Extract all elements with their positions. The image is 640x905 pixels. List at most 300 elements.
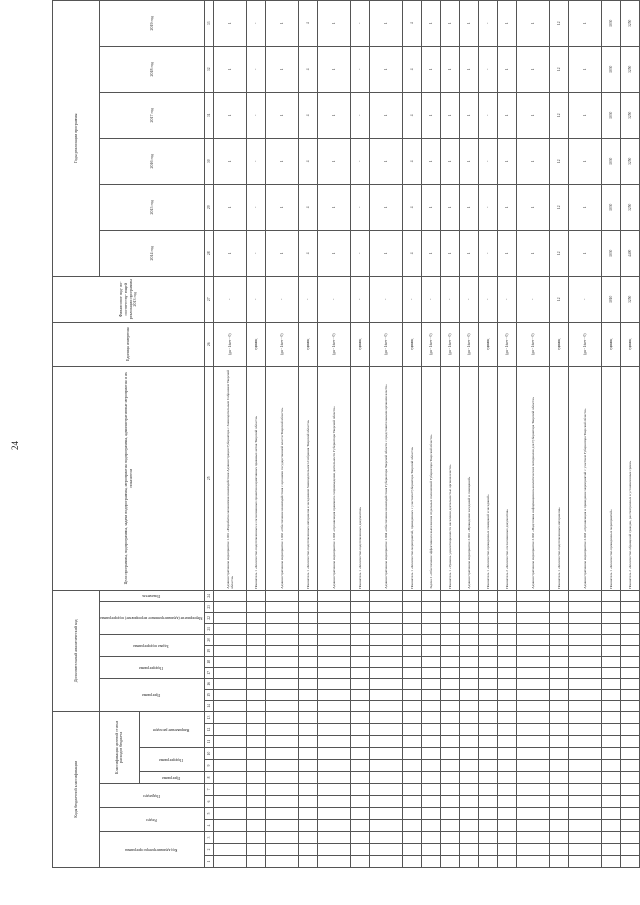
year-value-cell: 1 bbox=[214, 230, 247, 276]
prev-value-cell: - bbox=[569, 276, 602, 322]
code-cell bbox=[498, 784, 517, 796]
code-cell bbox=[299, 656, 318, 667]
code-cell bbox=[351, 820, 370, 832]
code-cell bbox=[441, 612, 460, 623]
code-cell bbox=[403, 760, 422, 772]
subsection-header bbox=[100, 784, 205, 808]
column-number: 8 bbox=[205, 772, 214, 784]
table-row bbox=[318, 0, 351, 868]
year-value-cell: 1 bbox=[517, 230, 550, 276]
code-cell bbox=[498, 656, 517, 667]
code-cell bbox=[422, 634, 441, 645]
year-value-cell: 1 bbox=[517, 46, 550, 92]
year-value-cell: 1030 bbox=[602, 46, 621, 92]
code-cell bbox=[621, 634, 640, 645]
code-cell bbox=[602, 601, 621, 612]
code-cell bbox=[370, 736, 403, 748]
code-cell bbox=[517, 772, 550, 784]
code-cell bbox=[422, 736, 441, 748]
code-cell bbox=[550, 678, 569, 689]
code-cell bbox=[569, 656, 602, 667]
table-row bbox=[299, 0, 318, 868]
code-cell bbox=[403, 796, 422, 808]
year-value-cell: 1 bbox=[441, 92, 460, 138]
code-cell bbox=[247, 700, 266, 711]
code-cell bbox=[403, 700, 422, 711]
code-cell bbox=[550, 601, 569, 612]
code-cell bbox=[247, 820, 266, 832]
code-cell bbox=[517, 623, 550, 634]
code-cell bbox=[460, 623, 479, 634]
table-row bbox=[498, 0, 517, 868]
code-cell bbox=[266, 711, 299, 723]
year-value-cell: 1 bbox=[214, 46, 247, 92]
unit-cell: (да - 1/нет - 0) bbox=[214, 322, 247, 366]
code-cell bbox=[266, 736, 299, 748]
code-cell bbox=[422, 667, 441, 678]
year-value-cell: - bbox=[247, 184, 266, 230]
table-row bbox=[569, 0, 602, 868]
table-row bbox=[351, 0, 370, 868]
year-value-cell: 1 bbox=[569, 0, 602, 46]
year-value-cell: 4 bbox=[403, 138, 422, 184]
year-value-cell: 1 bbox=[266, 230, 299, 276]
column-number: 15 bbox=[205, 689, 214, 700]
code-cell bbox=[247, 590, 266, 601]
code-cell bbox=[479, 748, 498, 760]
code-cell bbox=[602, 590, 621, 601]
code-cell bbox=[569, 724, 602, 736]
code-cell bbox=[266, 808, 299, 820]
code-cell bbox=[460, 832, 479, 844]
code-cell bbox=[422, 856, 441, 868]
code-cell bbox=[569, 590, 602, 601]
year-value-cell: - bbox=[247, 0, 266, 46]
code-cell bbox=[441, 678, 460, 689]
prev-value-cell: - bbox=[479, 276, 498, 322]
code-cell bbox=[498, 700, 517, 711]
code-cell bbox=[460, 678, 479, 689]
code-cell bbox=[299, 612, 318, 623]
code-cell bbox=[422, 796, 441, 808]
year-value-cell: 4 bbox=[403, 0, 422, 46]
column-number: 25 bbox=[205, 366, 214, 590]
year-value-cell: 12 bbox=[550, 184, 569, 230]
column-number: 33 bbox=[205, 0, 214, 46]
code-cell bbox=[498, 645, 517, 656]
year-value-cell: 1 bbox=[569, 46, 602, 92]
code-cell bbox=[621, 689, 640, 700]
code-cell bbox=[403, 784, 422, 796]
year-value-cell: 1 bbox=[214, 138, 247, 184]
code-cell bbox=[569, 689, 602, 700]
code-cell bbox=[214, 820, 247, 832]
code-cell bbox=[247, 832, 266, 844]
code-cell bbox=[266, 772, 299, 784]
code-cell bbox=[351, 656, 370, 667]
code-cell bbox=[498, 748, 517, 760]
code-cell bbox=[621, 590, 640, 601]
code-cell bbox=[569, 612, 602, 623]
goal-cell: Административное мероприятие 2.001 «Проведение заседаний и совещаний» bbox=[460, 366, 479, 590]
indicator-header bbox=[100, 590, 205, 601]
goal-cell: Показатель 1 «Количество проведенных совещаний и заседаний» bbox=[479, 366, 498, 590]
code-cell bbox=[441, 711, 460, 723]
code-cell bbox=[422, 645, 441, 656]
code-cell bbox=[318, 844, 351, 856]
code-cell bbox=[370, 711, 403, 723]
year-value-cell: 1 bbox=[498, 230, 517, 276]
code-cell bbox=[266, 700, 299, 711]
code-cell bbox=[299, 772, 318, 784]
code-cell bbox=[351, 612, 370, 623]
code-cell bbox=[351, 808, 370, 820]
code-cell bbox=[498, 678, 517, 689]
prev-value-cell: - bbox=[247, 276, 266, 322]
year-value-cell: 1 bbox=[569, 138, 602, 184]
code-cell bbox=[318, 700, 351, 711]
year-value-cell: 1 bbox=[266, 46, 299, 92]
code-cell bbox=[370, 820, 403, 832]
code-cell bbox=[214, 711, 247, 723]
code-cell bbox=[318, 689, 351, 700]
goal-cell: Административное мероприятие 1.002 «Обеспечение взаимодействия с органами государственной власти Тверской области» bbox=[266, 366, 299, 590]
code-cell bbox=[550, 612, 569, 623]
code-cell bbox=[266, 796, 299, 808]
code-cell bbox=[403, 656, 422, 667]
column-number: 26 bbox=[205, 322, 214, 366]
code-cell bbox=[621, 856, 640, 868]
year-value-cell: 4400 bbox=[621, 230, 640, 276]
code-cell bbox=[569, 808, 602, 820]
year-value-cell: 1 bbox=[460, 46, 479, 92]
code-cell bbox=[517, 724, 550, 736]
code-cell bbox=[517, 590, 550, 601]
year-value-cell: 4 bbox=[299, 0, 318, 46]
task-label: Задача подпрограммы bbox=[133, 643, 170, 648]
code-cell bbox=[403, 634, 422, 645]
year-value-cell: 1 bbox=[569, 230, 602, 276]
code-cell bbox=[441, 832, 460, 844]
code-cell bbox=[550, 724, 569, 736]
code-cell bbox=[422, 711, 441, 723]
column-number: 19 bbox=[205, 645, 214, 656]
subprogram-sub-label: Подпрограмма bbox=[159, 757, 184, 762]
code-cell bbox=[479, 808, 498, 820]
column-number: 2 bbox=[205, 844, 214, 856]
code-cell bbox=[266, 760, 299, 772]
code-cell bbox=[441, 601, 460, 612]
code-cell bbox=[498, 634, 517, 645]
code-cell bbox=[550, 796, 569, 808]
code-cell bbox=[498, 590, 517, 601]
year-value-cell: - bbox=[351, 184, 370, 230]
year-value-cell: - bbox=[247, 92, 266, 138]
table-row bbox=[266, 0, 299, 868]
code-cell bbox=[479, 796, 498, 808]
code-cell bbox=[569, 760, 602, 772]
year-value-cell: 1030 bbox=[602, 138, 621, 184]
year-value-cell: 1 bbox=[422, 230, 441, 276]
code-cell bbox=[621, 820, 640, 832]
code-cell bbox=[517, 760, 550, 772]
code-cell bbox=[602, 689, 621, 700]
code-cell bbox=[214, 634, 247, 645]
unit-cell: (да - 1/нет - 0) bbox=[422, 322, 441, 366]
code-cell bbox=[299, 808, 318, 820]
goal-cell: Административное мероприятие 1.001 «Разработка механизмов взаимодействия Администрации Губернатора с Законодательным Собранием Тверской области» bbox=[214, 366, 247, 590]
code-cell bbox=[498, 689, 517, 700]
code-cell bbox=[422, 601, 441, 612]
code-cell bbox=[441, 844, 460, 856]
year-value-cell: 1 bbox=[370, 46, 403, 92]
code-cell bbox=[498, 820, 517, 832]
year-value-cell: 1 bbox=[422, 0, 441, 46]
year-value-cell: 1 bbox=[318, 230, 351, 276]
indicator-label: Показатель bbox=[142, 594, 161, 599]
code-cell bbox=[498, 667, 517, 678]
code-cell bbox=[351, 601, 370, 612]
code-cell bbox=[621, 832, 640, 844]
code-cell bbox=[441, 856, 460, 868]
year-value-cell: 1 bbox=[517, 138, 550, 184]
code-cell bbox=[370, 784, 403, 796]
code-cell bbox=[479, 623, 498, 634]
code-cell bbox=[460, 711, 479, 723]
direction-sub-label: Направление расходов bbox=[152, 727, 190, 732]
code-cell bbox=[498, 796, 517, 808]
code-cell bbox=[247, 796, 266, 808]
goal-cell: Административное мероприятие 1.004 «Обеспечение взаимодействия Губернатора Тверской области с представительными органами власти» bbox=[370, 366, 403, 590]
table-body bbox=[214, 0, 640, 868]
code-cell bbox=[550, 634, 569, 645]
code-cell bbox=[621, 678, 640, 689]
year-2017-header: 2017 год bbox=[100, 92, 205, 138]
rotated-table-wrapper bbox=[52, 16, 633, 868]
code-cell bbox=[351, 623, 370, 634]
column-number: 18 bbox=[205, 656, 214, 667]
code-cell bbox=[569, 623, 602, 634]
code-cell bbox=[370, 748, 403, 760]
code-cell bbox=[422, 678, 441, 689]
code-cell bbox=[460, 796, 479, 808]
program-header bbox=[100, 678, 205, 711]
code-cell bbox=[517, 748, 550, 760]
code-cell bbox=[318, 772, 351, 784]
code-cell bbox=[351, 760, 370, 772]
column-number: 16 bbox=[205, 678, 214, 689]
code-cell bbox=[214, 832, 247, 844]
code-cell bbox=[351, 856, 370, 868]
code-cell bbox=[214, 724, 247, 736]
code-cell bbox=[422, 700, 441, 711]
year-value-cell: 1 bbox=[318, 0, 351, 46]
code-cell bbox=[460, 772, 479, 784]
code-cell bbox=[498, 601, 517, 612]
code-cell bbox=[441, 748, 460, 760]
year-value-cell: 4 bbox=[299, 184, 318, 230]
code-cell bbox=[318, 656, 351, 667]
code-cell bbox=[441, 784, 460, 796]
code-cell bbox=[550, 736, 569, 748]
year-value-cell: 1 bbox=[266, 92, 299, 138]
prev-value-cell: - bbox=[299, 276, 318, 322]
code-cell bbox=[351, 590, 370, 601]
code-cell bbox=[517, 700, 550, 711]
column-numbers-row bbox=[205, 0, 214, 868]
code-cell bbox=[569, 645, 602, 656]
code-cell bbox=[351, 832, 370, 844]
year-value-cell: 1 bbox=[370, 230, 403, 276]
year-value-cell: 1 bbox=[517, 0, 550, 46]
code-cell bbox=[370, 760, 403, 772]
code-cell bbox=[550, 832, 569, 844]
code-cell bbox=[460, 667, 479, 678]
code-cell bbox=[266, 601, 299, 612]
code-cell bbox=[550, 667, 569, 678]
code-cell bbox=[441, 590, 460, 601]
code-cell bbox=[299, 700, 318, 711]
code-cell bbox=[247, 711, 266, 723]
code-cell bbox=[498, 832, 517, 844]
code-cell bbox=[498, 772, 517, 784]
code-cell bbox=[299, 832, 318, 844]
code-cell bbox=[299, 796, 318, 808]
code-cell bbox=[403, 590, 422, 601]
code-cell bbox=[422, 590, 441, 601]
year-value-cell: 1 bbox=[569, 92, 602, 138]
code-cell bbox=[498, 623, 517, 634]
direction-sub-header bbox=[139, 711, 205, 747]
code-cell bbox=[602, 856, 621, 868]
code-cell bbox=[479, 700, 498, 711]
year-value-cell: 1 bbox=[318, 92, 351, 138]
code-cell bbox=[214, 844, 247, 856]
goal-cell: Показатель 2 «Количество согласованных документов» bbox=[498, 366, 517, 590]
code-cell bbox=[299, 590, 318, 601]
code-cell bbox=[247, 808, 266, 820]
code-cell bbox=[318, 724, 351, 736]
code-cell bbox=[299, 623, 318, 634]
code-cell bbox=[214, 601, 247, 612]
code-cell bbox=[247, 844, 266, 856]
column-number: 31 bbox=[205, 92, 214, 138]
code-cell bbox=[370, 590, 403, 601]
code-cell bbox=[247, 667, 266, 678]
code-cell bbox=[266, 634, 299, 645]
prev-value-cell: - bbox=[318, 276, 351, 322]
code-cell bbox=[602, 808, 621, 820]
year-value-cell: 12 bbox=[550, 92, 569, 138]
code-cell bbox=[370, 623, 403, 634]
code-cell bbox=[299, 784, 318, 796]
code-cell bbox=[479, 711, 498, 723]
program-label: Программа bbox=[142, 693, 161, 698]
code-cell bbox=[479, 590, 498, 601]
code-cell bbox=[247, 748, 266, 760]
code-cell bbox=[460, 601, 479, 612]
column-number: 28 bbox=[205, 230, 214, 276]
code-cell bbox=[550, 856, 569, 868]
year-value-cell: 1 bbox=[214, 92, 247, 138]
year-value-cell: - bbox=[247, 230, 266, 276]
code-cell bbox=[214, 678, 247, 689]
code-cell bbox=[569, 832, 602, 844]
table-row bbox=[422, 0, 441, 868]
year-value-cell: 1 bbox=[441, 0, 460, 46]
code-cell bbox=[370, 689, 403, 700]
code-cell bbox=[351, 736, 370, 748]
code-cell bbox=[370, 832, 403, 844]
year-value-cell: 1 bbox=[318, 138, 351, 184]
code-cell bbox=[403, 667, 422, 678]
code-cell bbox=[266, 667, 299, 678]
code-cell bbox=[403, 711, 422, 723]
column-number: 14 bbox=[205, 700, 214, 711]
unit-cell: (да - 1/нет - 0) bbox=[266, 322, 299, 366]
year-2014-header: 2014 год bbox=[100, 230, 205, 276]
year-value-cell: 1 bbox=[370, 0, 403, 46]
code-cell bbox=[460, 856, 479, 868]
code-cell bbox=[247, 612, 266, 623]
code-cell bbox=[370, 724, 403, 736]
year-value-cell: 1030 bbox=[602, 92, 621, 138]
code-cell bbox=[479, 645, 498, 656]
year-value-cell: 1030 bbox=[602, 184, 621, 230]
unit-cell: единиц bbox=[621, 322, 640, 366]
activity-label: Мероприятие (административное мероприятие) подпрограммы bbox=[100, 616, 203, 621]
code-cell bbox=[247, 634, 266, 645]
code-cell bbox=[403, 623, 422, 634]
code-cell bbox=[214, 700, 247, 711]
code-cell bbox=[299, 645, 318, 656]
year-value-cell: - bbox=[479, 184, 498, 230]
code-cell bbox=[299, 689, 318, 700]
code-cell bbox=[318, 736, 351, 748]
code-cell bbox=[370, 678, 403, 689]
prev-value-cell: - bbox=[422, 276, 441, 322]
code-cell bbox=[621, 748, 640, 760]
code-cell bbox=[299, 856, 318, 868]
year-value-cell: 1 bbox=[460, 184, 479, 230]
year-value-cell: 1 bbox=[441, 46, 460, 92]
code-cell bbox=[351, 844, 370, 856]
code-cell bbox=[479, 678, 498, 689]
year-value-cell: 1 bbox=[460, 0, 479, 46]
goal-cell: Показатель 1 «Количество подготовленных документов» bbox=[351, 366, 370, 590]
code-cell bbox=[569, 796, 602, 808]
code-cell bbox=[422, 760, 441, 772]
prev-value-cell: - bbox=[460, 276, 479, 322]
code-cell bbox=[403, 808, 422, 820]
code-cell bbox=[479, 667, 498, 678]
code-cell bbox=[517, 689, 550, 700]
code-cell bbox=[569, 667, 602, 678]
unit-cell: (да - 1/нет - 0) bbox=[318, 322, 351, 366]
code-cell bbox=[460, 590, 479, 601]
code-cell bbox=[318, 796, 351, 808]
code-cell bbox=[441, 700, 460, 711]
unit-cell: единиц bbox=[299, 322, 318, 366]
code-cell bbox=[517, 634, 550, 645]
code-cell bbox=[517, 844, 550, 856]
code-cell bbox=[569, 736, 602, 748]
code-cell bbox=[247, 856, 266, 868]
goal-cell: Административное мероприятие 2.002 «Подготовка информационно-аналитических материалов для Губернатора Тверской области» bbox=[517, 366, 550, 590]
code-cell bbox=[621, 808, 640, 820]
table-row bbox=[602, 0, 621, 868]
code-cell bbox=[460, 724, 479, 736]
